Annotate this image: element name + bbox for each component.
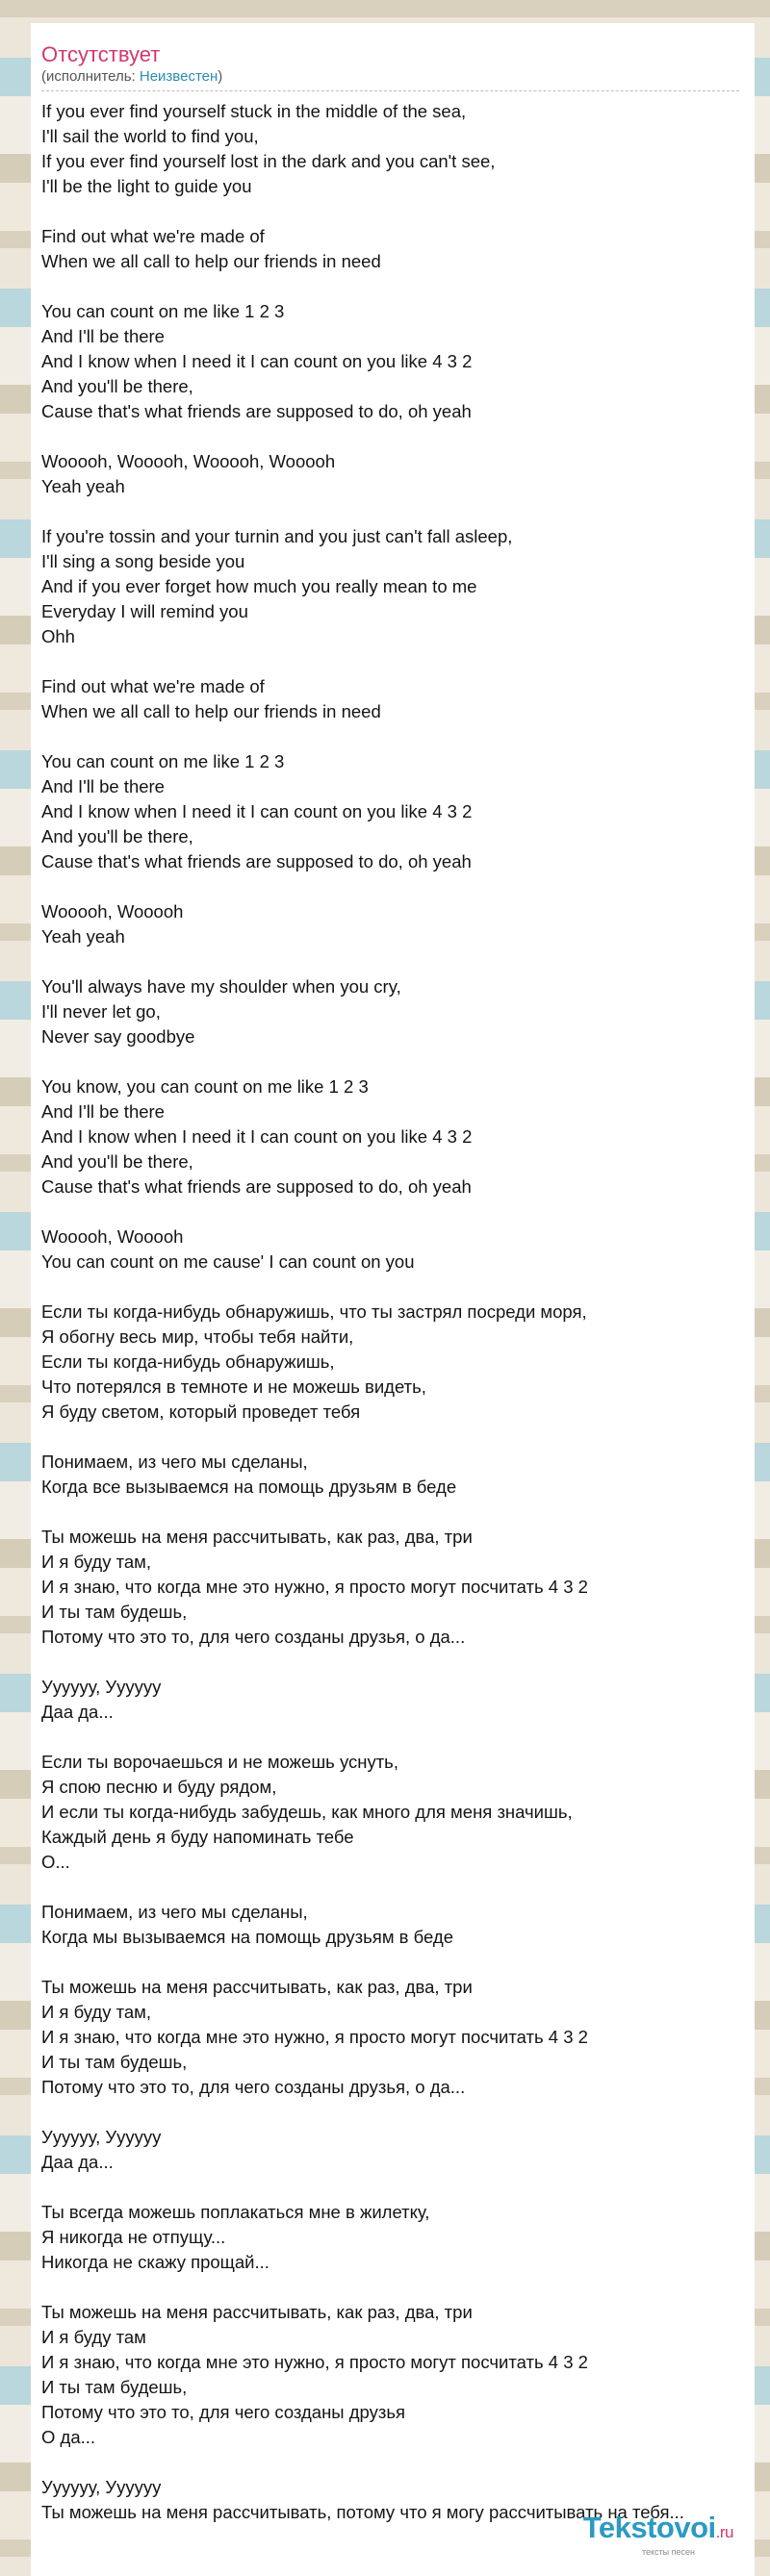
lyric-line: И ты там будешь,: [41, 2052, 188, 2072]
lyric-line: And you'll be there,: [41, 376, 193, 396]
lyric-line: Понимаем, из чего мы сделаны,: [41, 1452, 308, 1472]
lyric-line: И я буду там: [41, 2327, 146, 2347]
lyric-line: Cause that's what friends are supposed to do, oh yeah: [41, 1176, 472, 1197]
lyric-line: О да...: [41, 2427, 96, 2447]
lyric-line: Если ты когда-нибудь обнаружишь,: [41, 1351, 335, 1372]
lyric-line: You can count on me cause' I can count on you: [41, 1251, 415, 1272]
lyrics-text: [41, 99, 739, 2525]
lyric-line: You can count on me like 1 2 3: [41, 301, 285, 321]
artist-line: [41, 67, 739, 91]
lyric-line: Ты всегда можешь поплакаться мне в жилетку,: [41, 2202, 430, 2222]
lyric-line: And if you ever forget how much you really mean to me: [41, 576, 477, 596]
lyrics-stanza: [41, 1525, 739, 1650]
lyric-line: Когда все вызываемся на помощь друзьям в беде: [41, 1477, 457, 1497]
lyric-line: If you're tossin and your turnin and you just can't fall asleep,: [41, 526, 513, 546]
lyrics-stanza: [41, 224, 739, 274]
lyric-line: Ты можешь на меня рассчитывать, как раз, два, три: [41, 1977, 473, 1997]
lyric-line: If you ever find yourself stuck in the middle of the sea,: [41, 101, 467, 121]
artist-prefix: (исполнитель:: [41, 68, 140, 85]
artist-suffix: ): [218, 68, 223, 85]
lyric-line: Что потерялся в темноте и не можешь видеть,: [41, 1376, 426, 1397]
lyric-line: Everyday I will remind you: [41, 601, 248, 621]
logo-wordmark: [583, 2513, 733, 2547]
lyric-line: And you'll be there,: [41, 826, 193, 846]
lyrics-stanza: [41, 2300, 739, 2450]
lyric-line: Ты можешь на меня рассчитывать, как раз, два, три: [41, 2302, 473, 2322]
lyrics-stanza: [41, 1074, 739, 1200]
lyric-line: Cause that's what friends are supposed to do, oh yeah: [41, 851, 472, 871]
logo-tld: .ru: [715, 2523, 733, 2541]
lyric-line: О...: [41, 1852, 70, 1872]
lyric-line: If you ever find yourself lost in the dark and you can't see,: [41, 151, 496, 171]
lyric-line: Never say goodbye: [41, 1026, 195, 1047]
lyrics-stanza: [41, 899, 739, 949]
site-logo[interactable]: [583, 2513, 733, 2557]
lyric-line: Wooooh, Wooooh, Wooooh, Wooooh: [41, 451, 336, 471]
lyric-line: Ohh: [41, 626, 75, 646]
lyrics-stanza: [41, 1900, 739, 1950]
lyric-line: Yeah yeah: [41, 926, 125, 947]
lyrics-stanza: [41, 2125, 739, 2175]
lyrics-stanza: [41, 1975, 739, 2100]
lyrics-stanza: [41, 524, 739, 649]
artist-link[interactable]: Неизвестен: [139, 68, 218, 85]
lyric-line: Я спою песню и буду рядом,: [41, 1777, 277, 1797]
lyric-line: Wooooh, Wooooh: [41, 1226, 184, 1247]
lyric-line: And I'll be there: [41, 326, 165, 346]
lyrics-stanza: [41, 974, 739, 1049]
lyric-line: И я буду там,: [41, 1552, 152, 1572]
logo-name: Tekstovoi: [582, 2511, 716, 2544]
lyric-line: Yeah yeah: [41, 476, 125, 496]
lyric-line: Когда мы вызываемся на помощь друзьям в беде: [41, 1927, 453, 1947]
lyric-line: You can count on me like 1 2 3: [41, 751, 285, 771]
lyrics-stanza: [41, 449, 739, 499]
lyric-line: Я обогну весь мир, чтобы тебя найти,: [41, 1326, 354, 1347]
logo-tagline: тексты песен: [641, 2547, 695, 2557]
lyrics-stanza: [41, 1225, 739, 1275]
lyrics-stanza: [41, 1450, 739, 1500]
lyric-line: Если ты ворочаешься и не можешь уснуть,: [41, 1752, 398, 1772]
lyrics-stanza: [41, 1750, 739, 1875]
lyrics-stanza: [41, 299, 739, 424]
lyric-line: И если ты когда-нибудь забудешь, как много для меня значишь,: [41, 1802, 573, 1822]
lyric-line: I'll never let go,: [41, 1001, 161, 1022]
lyric-line: Уууууу, Уууууу: [41, 2477, 162, 2497]
lyric-line: You know, you can count on me like 1 2 3: [41, 1076, 369, 1097]
lyric-line: And I know when I need it I can count on you like 4 3 2: [41, 351, 473, 371]
lyrics-stanza: [41, 749, 739, 874]
lyrics-page: [31, 23, 755, 2576]
lyric-line: И ты там будешь,: [41, 2377, 188, 2397]
lyric-line: And I'll be there: [41, 776, 165, 796]
lyrics-stanza: [41, 674, 739, 724]
lyric-line: Я буду светом, который проведет тебя: [41, 1402, 361, 1422]
lyric-line: Wooooh, Wooooh: [41, 901, 184, 922]
lyric-line: Понимаем, из чего мы сделаны,: [41, 1902, 308, 1922]
lyric-line: And I know when I need it I can count on you like 4 3 2: [41, 801, 473, 821]
lyric-line: When we all call to help our friends in need: [41, 701, 381, 721]
lyric-line: Cause that's what friends are supposed to do, oh yeah: [41, 401, 472, 421]
lyric-line: И ты там будешь,: [41, 1602, 188, 1622]
lyric-line: You'll always have my shoulder when you cry,: [41, 976, 401, 997]
lyric-line: И я знаю, что когда мне это нужно, я просто могут посчитать 4 3 2: [41, 1577, 588, 1597]
lyric-line: Ты можешь на меня рассчитывать, как раз, два, три: [41, 1527, 473, 1547]
lyric-line: Уууууу, Уууууу: [41, 2127, 162, 2147]
lyric-line: Никогда не скажу прощай...: [41, 2252, 270, 2272]
lyric-line: Каждый день я буду напоминать тебе: [41, 1827, 354, 1847]
lyric-line: Уууууу, Уууууу: [41, 1677, 162, 1697]
lyric-line: И я знаю, что когда мне это нужно, я просто могут посчитать 4 3 2: [41, 2027, 588, 2047]
lyric-line: Я никогда не отпущу...: [41, 2227, 226, 2247]
lyric-line: Потому что это то, для чего созданы друзья, о да...: [41, 2077, 466, 2097]
lyric-line: I'll be the light to guide you: [41, 176, 252, 196]
lyric-line: Если ты когда-нибудь обнаружишь, что ты застрял посреди моря,: [41, 1301, 587, 1322]
lyrics-stanza: [41, 2200, 739, 2275]
lyric-line: I'll sing a song beside you: [41, 551, 245, 571]
lyric-line: Даа да...: [41, 1702, 114, 1722]
lyrics-stanza: [41, 99, 739, 199]
song-title: Отсутствует: [41, 42, 161, 66]
lyric-line: Потому что это то, для чего созданы друзья: [41, 2402, 406, 2422]
lyric-line: I'll sail the world to find you,: [41, 126, 259, 146]
lyric-line: Find out what we're made of: [41, 676, 265, 696]
lyric-line: And I'll be there: [41, 1101, 165, 1122]
lyric-line: Ты можешь на меня рассчитывать, потому что я могу рассчитывать на тебя...: [41, 2502, 684, 2522]
lyric-line: И я буду там,: [41, 2002, 152, 2022]
lyric-line: Потому что это то, для чего созданы друзья, о да...: [41, 1627, 466, 1647]
lyric-line: И я знаю, что когда мне это нужно, я просто могут посчитать 4 3 2: [41, 2352, 588, 2372]
lyric-line: And I know when I need it I can count on you like 4 3 2: [41, 1126, 473, 1147]
lyric-line: Даа да...: [41, 2152, 114, 2172]
lyric-line: When we all call to help our friends in need: [41, 251, 381, 271]
lyrics-stanza: [41, 1675, 739, 1725]
lyric-line: And you'll be there,: [41, 1151, 193, 1172]
lyrics-stanza: [41, 1300, 739, 1425]
lyric-line: Find out what we're made of: [41, 226, 265, 246]
